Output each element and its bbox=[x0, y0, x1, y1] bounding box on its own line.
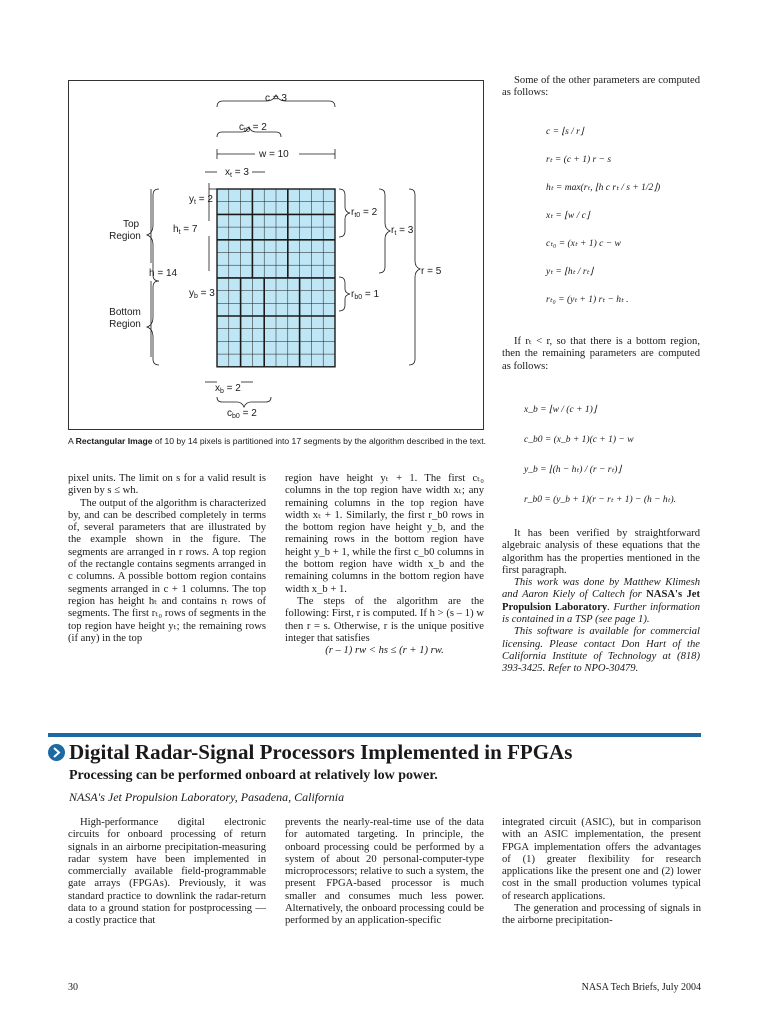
text-column-1 bbox=[68, 473, 266, 645]
label-bottom-region-2: Region bbox=[109, 319, 141, 330]
paragraph: Some of the other parameters are computed as follows: bbox=[502, 75, 700, 99]
credit-text: . Further information is contained in a TSP (see page 1). bbox=[502, 601, 700, 626]
label-rt0: $r_{t0} = 2$ bbox=[351, 207, 378, 219]
article-bullet-icon bbox=[48, 744, 65, 761]
label-cb0: $c_{b0} = 2$ bbox=[227, 408, 257, 420]
paragraph: The steps of the algorithm are the following: First, r is computed. If h > (s – 1) w then r = s. Otherwise, r is the unique positive integer that satisfies bbox=[285, 595, 484, 644]
label-c: c = 3 bbox=[265, 93, 287, 104]
article-affiliation: NASA's Jet Propulsion Laboratory, Pasadena, California bbox=[69, 790, 345, 804]
rb0-brace bbox=[339, 277, 350, 311]
rt-brace bbox=[379, 189, 390, 273]
inequality: (r – 1) rw < hs ≤ (r + 1) rw. bbox=[325, 645, 444, 657]
paragraph: The output of the algorithm is characterized by, and can be described completely in terms of, several parameters that are illustrated by the example shown in the figure. The segments are arranged in r rows. A top region of the rectangle contains segments arranged in c columns. A possible bottom region contains segments arranged in c + 1 columns. The top region has height hₜ and contains rₜ rows of segments. The first rₜ₀ rows of segments in the top region have height yₜ; the remaining rows (if any) in the top bbox=[68, 497, 266, 644]
article-column-3 bbox=[502, 817, 701, 928]
caption-text: of 10 by 14 pixels is partitioned into 17 segments by the algorithm described in the text. bbox=[152, 436, 486, 446]
figure-frame bbox=[68, 80, 484, 430]
licensing-paragraph: This software is available for commercial licensing. Please contact Don Hart of the California Institute of Technology at (818) 393-3425. Refer to NPO-30479. bbox=[502, 626, 700, 675]
article-column-2 bbox=[285, 817, 484, 928]
label-bottom-region-1: Bottom bbox=[109, 307, 141, 318]
credit-paragraph bbox=[502, 577, 700, 626]
label-ht: $h_t = 7$ bbox=[173, 224, 198, 236]
caption-bold: Rectangular Image bbox=[75, 436, 153, 446]
equation: x_b = ⌊w / (c + 1)⌋ bbox=[524, 405, 597, 415]
equation: hₜ = max(rₜ, ⌊h c rₜ / s + 1/2⌋) bbox=[546, 183, 661, 193]
page-number: 30 bbox=[68, 982, 78, 993]
paragraph: High-performance digital electronic circuits for onboard processing of return signals in an airborne precipitation-measuring radar system have been implemented in commercially available field-programmable gate arrays (FPGAs). Previously, it was standard practice to downlink the radar-return data to a ground station for postprocessing — a costly practice that bbox=[68, 817, 266, 927]
credit-lab: NASA's Jet Propulsion Laboratory bbox=[502, 589, 700, 613]
right-column-intro bbox=[502, 75, 700, 100]
paragraph: region have height yₜ + 1. The first cₜ₀ columns in the top region have width xₜ; any remaining columns in the top region have width xₜ + 1. Similarly, the first r_b0 rows in the bottom region have height y_b, and the remaining rows in the bottom region have height y_b + 1, while the first c_b0 columns in the bottom region have width x_b and the remaining columns in the bottom region have width x_b + 1. bbox=[285, 473, 484, 595]
bottom-region-brace bbox=[147, 281, 159, 365]
paragraph: integrated circuit (ASIC), but in comparison with an ASIC implementation, the present FPGA implementation offers the advantages of (1) greater flexibility for research applications like the present one and (2) lower cost in the small production volumes typical of research applications. bbox=[502, 817, 701, 902]
section-rule bbox=[48, 733, 701, 737]
figure-caption bbox=[68, 436, 486, 446]
label-rb0: $r_{b0} = 1$ bbox=[351, 289, 380, 301]
label-r: r = 5 bbox=[421, 266, 442, 277]
equation: yₜ = ⌊hₜ / rₜ⌋ bbox=[546, 267, 594, 277]
caption-prefix: A bbox=[68, 436, 76, 446]
label-top-region-2: Region bbox=[109, 231, 141, 242]
article-title: Digital Radar-Signal Processors Implemented in FPGAs bbox=[69, 740, 573, 764]
label-xb: $x_b = 2$ bbox=[215, 383, 241, 395]
paragraph: It has been verified by straightforward algebraic analysis of these equations that the algorithm has the properties mentioned in the first paragraph. bbox=[502, 528, 700, 576]
label-w: w = 10 bbox=[259, 149, 289, 160]
rt0-brace bbox=[339, 189, 350, 237]
paragraph: If rₜ < r, so that there is a bottom region, then the remaining parameters are computed as follows: bbox=[502, 336, 700, 372]
label-ct0: $c_{t0} = 2$ bbox=[239, 122, 267, 134]
label-yb: $y_b = 3$ bbox=[189, 288, 215, 300]
equation: c = ⌊s / r⌋ bbox=[546, 127, 584, 137]
label-top-region-1: Top bbox=[122, 219, 140, 230]
equation: rₜ = (c + 1) r − s bbox=[546, 155, 612, 165]
equation: rₜ₀ = (yₜ + 1) rₜ − hₜ . bbox=[546, 295, 629, 305]
credit-text: This work was done by Matthew Klimesh and Aaron Kiely of Caltech for bbox=[502, 577, 700, 601]
right-column-mid bbox=[502, 336, 700, 373]
label-rt: $r_t = 3$ bbox=[391, 225, 414, 237]
equation: r_b0 = (y_b + 1)(r − rₜ + 1) − (h − hₜ). bbox=[524, 495, 676, 505]
pixel-grid bbox=[217, 189, 335, 367]
equations-top bbox=[502, 112, 700, 322]
article-subtitle: Processing can be performed onboard at relatively low power. bbox=[69, 768, 438, 783]
journal-issue: NASA Tech Briefs, July 2004 bbox=[581, 982, 701, 993]
text-column-2 bbox=[285, 473, 484, 657]
label-h: h = 14 bbox=[149, 268, 178, 279]
equation: y_b = ⌊(h − hₜ) / (r − rₜ)⌋ bbox=[524, 465, 622, 475]
equation: cₜ₀ = (xₜ + 1) c − w bbox=[546, 239, 621, 249]
rectangular-image-figure bbox=[69, 81, 485, 431]
r-brace bbox=[409, 189, 420, 365]
article-column-1 bbox=[68, 817, 266, 928]
cb0-brace bbox=[217, 397, 271, 407]
paragraph: prevents the nearly-real-time use of the data for automated targeting. In principle, the onboard processing could be performed by a system of about 20 personal-computer-type microprocessors; relative to such a system, the present FPGA-based processor is much smaller and consumes much less power. Alternatively, the onboard processing could be performed by an application-specific bbox=[285, 817, 484, 927]
paragraph: pixel units. The limit on s for a valid result is given by s ≤ wh. bbox=[68, 473, 266, 497]
equation: xₜ = ⌊w / c⌋ bbox=[546, 211, 590, 221]
equation: c_b0 = (x_b + 1)(c + 1) − w bbox=[524, 435, 634, 445]
paragraph: The generation and processing of signals in the airborne precipitation- bbox=[502, 903, 701, 927]
right-column-end bbox=[502, 528, 700, 676]
label-yt: $y_t = 2$ bbox=[189, 194, 213, 206]
label-xt: $x_t = 3$ bbox=[225, 167, 249, 179]
equations-bottom bbox=[502, 392, 700, 518]
